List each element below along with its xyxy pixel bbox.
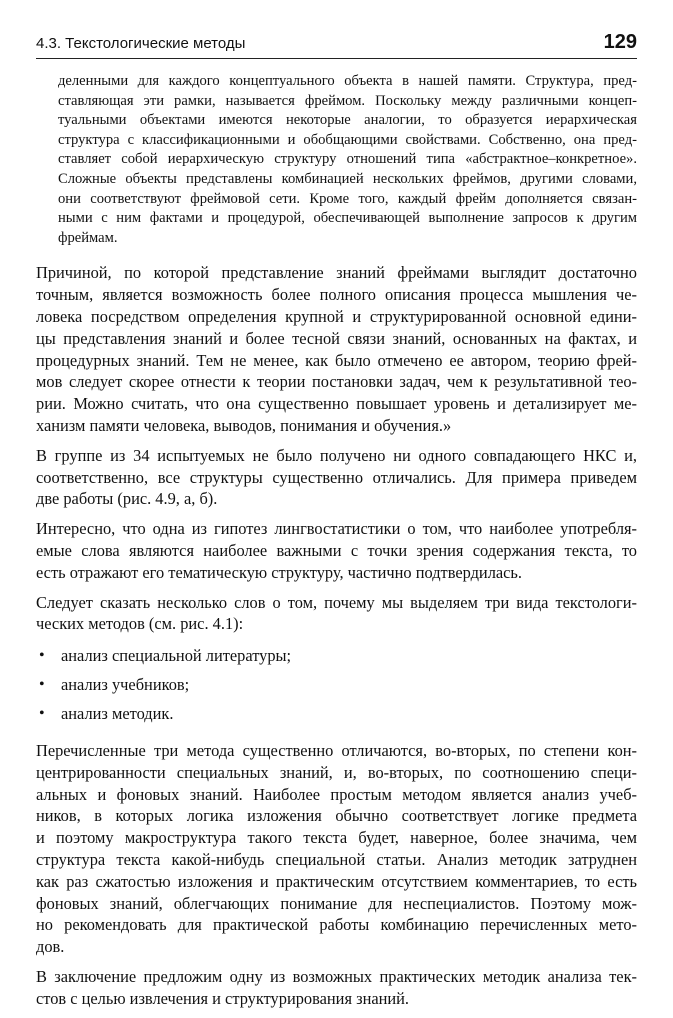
text-line: стов с целью извлечения и структурирования знаний. [36, 988, 410, 1008]
page-body [36, 72, 637, 1018]
list-item-text: анализ методик. [61, 704, 174, 724]
text-line: центрированности специальных знаний, и, во-вторых, по соотношению специ- [36, 762, 637, 782]
bullet-icon: • [39, 647, 45, 665]
text-line: и поэтому макроструктура такого текста будет, наверное, более значима, чем [36, 828, 637, 848]
text-line: Причиной, по которой представление знаний фреймами выглядит достаточно [36, 263, 637, 283]
text-line: ставляет собой иерархическую структуру отношений типа «абстрактное–конкретное». [58, 151, 637, 168]
paragraph-methods-comparison [36, 740, 637, 958]
text-line: точным, является возможность более полного описания процесса мышления че- [36, 285, 637, 305]
text-line: фоновых знаний, облегчающих понимание для неспециалистов. Поэтому мож- [36, 893, 637, 913]
text-line: емые слова являются наиболее важными с точки зрения содержания текста, то [36, 540, 637, 560]
running-head: 4.3. Текстологические методы [36, 35, 246, 52]
text-line: они соответствуют фреймовой сети. Кроме того, каждый фрейм дополняется связан- [58, 190, 637, 207]
text-line: Интересно, что одна из гипотез лингвостатистики о том, что наиболее употребля- [36, 519, 637, 539]
bullet-icon: • [39, 705, 45, 723]
text-line: структура с классификационными и обобщающими свойствами. Собственно, она пред- [58, 131, 637, 148]
text-line: соответственно, все структуры существенно отличались. Для примера приведем [36, 467, 637, 487]
text-line: ханизм памяти человека, выводов, понимания и обучения.» [36, 415, 452, 435]
text-line: процедурных знаний. Тем не менее, как было отмечено ее автором, теорию фрей- [36, 350, 637, 370]
paragraph-test-group [36, 445, 637, 510]
text-line: цы представления знаний и более тесной связи знаний, основанных на фактах, и [36, 328, 637, 348]
page-number: 129 [603, 31, 637, 53]
quoted-passage [58, 72, 637, 248]
text-line: но рекомендовать для практической работы комбинацию перечисленных мето- [36, 915, 637, 935]
text-line: фреймам. [58, 229, 118, 246]
text-line: структура текста какой-нибудь специальной статьи. Анализ методик затруднен [36, 850, 637, 870]
bullet-icon: • [39, 676, 45, 694]
list-item [36, 670, 637, 699]
text-line: туальными объектами имеются некоторые аналогии, то образуется иерархическая [58, 112, 637, 129]
text-line: мов следует скорее отнести к теории постановки задач, чем к результативной тео- [36, 372, 637, 392]
list-item [36, 699, 637, 728]
text-line: две работы (рис. 4.9, а, б). [36, 489, 218, 509]
page-header [36, 28, 637, 59]
text-line: ческих методов (см. рис. 4.1): [36, 614, 244, 634]
list-item-text: анализ учебников; [61, 675, 190, 695]
methods-list [36, 641, 637, 728]
text-line: ников, в которых логика изложения обычно соответствует логике предмета [36, 806, 637, 826]
text-line: Перечисленные три метода существенно отличаются, во-вторых, по степени кон- [36, 741, 637, 761]
list-item [36, 641, 637, 670]
text-line: ставляющая эти рамки, называется фреймом. Поскольку между различными концеп- [58, 92, 637, 109]
text-line: как раз сжатостью изложения и практическим отсутствием комментариев, то есть [36, 871, 637, 891]
text-line: Следует сказать несколько слов о том, почему мы выделяем три вида текстологи- [36, 592, 637, 612]
text-line: Сложные объекты представлены комбинацией нескольких фреймов, другими словами, [58, 170, 637, 187]
text-line: ловека посредством определения крупной и структурированной основной едини- [36, 306, 637, 326]
text-line: деленными для каждого концептуального объекта в нашей памяти. Структура, пред- [58, 73, 637, 89]
paragraph-frames-reason [36, 262, 637, 436]
list-item-text: анализ специальной литературы; [61, 646, 292, 666]
paragraph-three-methods-intro [36, 592, 637, 636]
text-line: альных и фоновых знаний. Наиболее простым методом является анализ учеб- [36, 784, 637, 804]
text-line: дов. [36, 937, 65, 957]
paragraph-conclusion [36, 966, 637, 1010]
text-line: есть отражают его тематическую структуру, частично подтвердилась. [36, 562, 523, 582]
paragraph-lingvostatistics [36, 518, 637, 583]
text-line: В группе из 34 испытуемых не было получено ни одного совпадающего НКС и, [36, 445, 637, 465]
text-line: рии. Можно считать, что она существенно повышает уровень и детализирует ме- [36, 394, 637, 414]
text-line: В заключение предложим одну из возможных практических методик анализа тек- [36, 967, 637, 987]
text-line: ными с ним фактами и процедурой, обеспечивающей выполнение запросов к другим [58, 210, 637, 227]
